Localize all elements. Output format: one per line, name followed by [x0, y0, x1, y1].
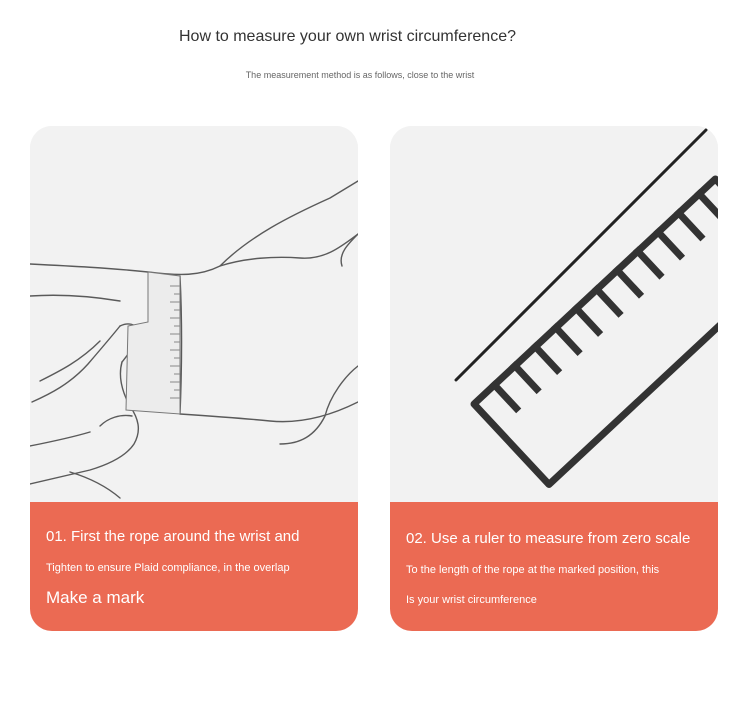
step-heading: 02. Use a ruler to measure from zero scale [406, 530, 691, 547]
page-subtitle: The measurement method is as follows, close to the wrist [245, 70, 475, 80]
step-card-2 [390, 126, 718, 631]
hand-wrist-tape-illustration [30, 126, 358, 504]
step-card-1 [30, 126, 358, 631]
page-title: How to measure your own wrist circumference? [178, 28, 516, 45]
step-emphasis: Make a mark [46, 588, 145, 607]
ruler-illustration [390, 126, 718, 504]
step-caption-1 [30, 502, 358, 631]
step-caption-2 [390, 502, 718, 631]
step-conclusion: Is your wrist circumference [406, 594, 537, 606]
step-description: Tighten to ensure Plaid compliance, in the overlap [46, 562, 290, 574]
step-description: To the length of the rope at the marked position, this [406, 564, 660, 576]
step-heading: 01. First the rope around the wrist and [46, 528, 300, 545]
